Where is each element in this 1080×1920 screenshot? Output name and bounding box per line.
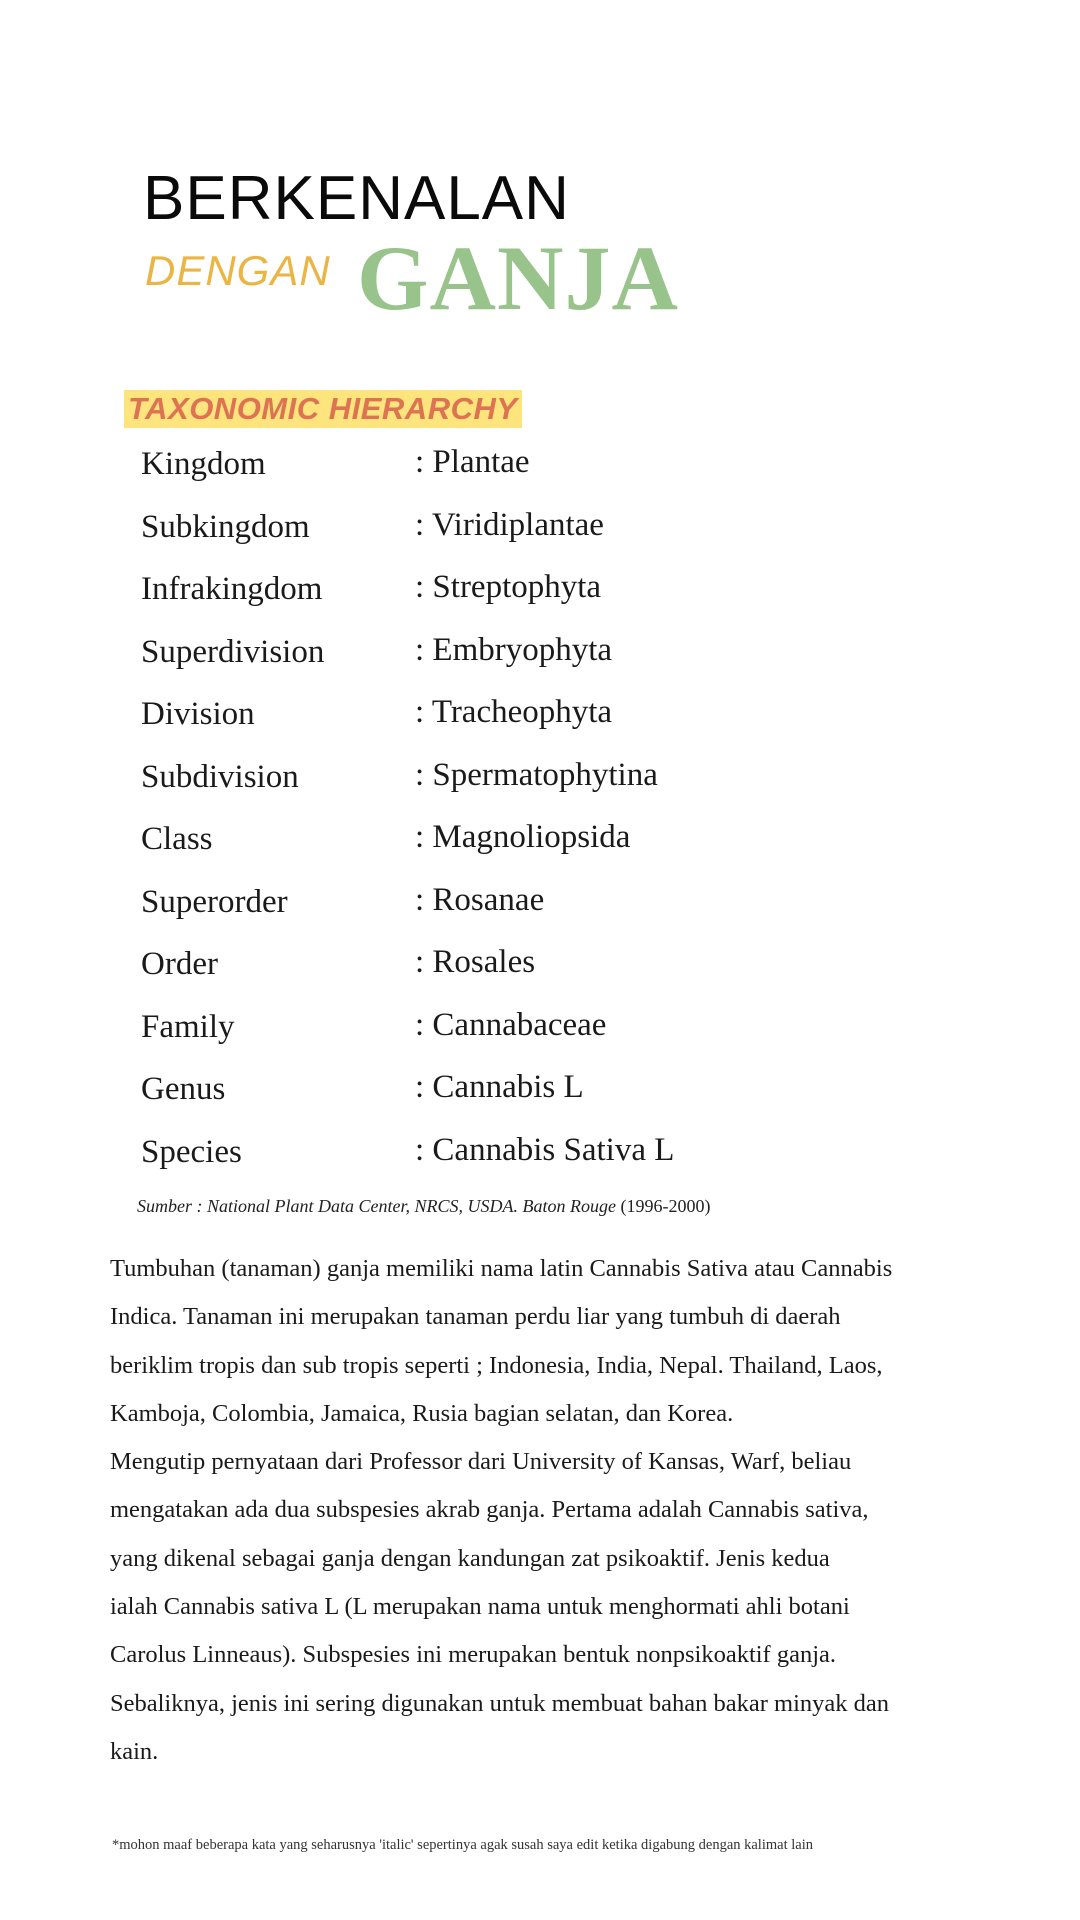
taxonomy-rank: Kingdom xyxy=(141,446,266,482)
title-ganja: GANJA xyxy=(357,227,679,329)
body-line: Kamboja, Colombia, Jamaica, Rusia bagian selatan, dan Korea. xyxy=(110,1399,734,1427)
body-line: mengatakan ada dua subspesies akrab ganja. Pertama adalah Cannabis sativa, xyxy=(110,1496,869,1524)
taxonomy-rank: Superdivision xyxy=(141,633,325,670)
taxonomy-value: : Cannabis Sativa L xyxy=(415,1131,675,1168)
taxonomy-value: : Rosanae xyxy=(415,881,545,918)
taxonomy-rank: Family xyxy=(141,1008,235,1045)
taxonomy-rank: Infrakingdom xyxy=(141,571,323,607)
taxonomy-value: : Viridiplantae xyxy=(415,506,604,543)
source-citation xyxy=(137,1196,710,1217)
taxonomy-rank: Division xyxy=(141,696,255,732)
body-line: kain. xyxy=(110,1737,159,1765)
taxonomy-value: : Spermatophytina xyxy=(415,756,658,793)
body-line: Sebaliknya, jenis ini sering digunakan untuk membuat bahan bakar minyak dan xyxy=(110,1689,890,1717)
body-line: Carolus Linneaus). Subspesies ini merupakan bentuk nonpsikoaktif ganja. xyxy=(110,1641,837,1669)
taxonomy-value: : Streptophyta xyxy=(415,569,602,605)
taxonomy-value: : Tracheophyta xyxy=(415,694,613,730)
body-line: beriklim tropis dan sub tropis seperti ; Indonesia, India, Nepal. Thailand, Laos, xyxy=(110,1351,883,1379)
taxonomy-rank: Class xyxy=(141,821,213,857)
body-line: yang dikenal sebagai ganja dengan kandungan zat psikoaktif. Jenis kedua xyxy=(110,1544,830,1572)
title-dengan: DENGAN xyxy=(145,247,331,294)
taxonomy-rank: Subkingdom xyxy=(141,508,310,545)
body-line: Tumbuhan (tanaman) ganja memiliki nama latin Cannabis Sativa atau Cannabis xyxy=(110,1255,893,1282)
source-text: Sumber : National Plant Data Center, NRCS, USDA. Baton Rouge xyxy=(137,1196,616,1216)
taxonomy-value: : Rosales xyxy=(415,944,536,980)
title-berkenalan: BERKENALAN xyxy=(143,164,570,233)
taxonomy-rank: Superorder xyxy=(141,883,288,920)
source-years: (1996-2000) xyxy=(620,1196,711,1216)
taxonomy-value: : Magnoliopsida xyxy=(415,819,631,855)
taxonomy-value: : Embryophyta xyxy=(415,631,613,668)
taxonomy-heading: TAXONOMIC HIERARCHY xyxy=(124,390,522,428)
taxonomy-rank: Genus xyxy=(141,1071,226,1107)
footnote: *mohon maaf beberapa kata yang seharusnya 'italic' sepertinya agak susah saya edit ketika digabung dengan kalimat lain xyxy=(112,1837,813,1853)
taxonomy-value: : Cannabis L xyxy=(415,1069,584,1105)
taxonomy-value: : Plantae xyxy=(415,444,530,480)
body-paragraph xyxy=(110,1245,990,1776)
taxonomy-rank: Species xyxy=(141,1133,242,1170)
taxonomy-rank: Subdivision xyxy=(141,758,299,795)
taxonomy-value: : Cannabaceae xyxy=(415,1006,607,1043)
body-line: ialah Cannabis sativa L (L merupakan nama untuk menghormati ahli botani xyxy=(110,1593,850,1621)
body-line: Mengutip pernyataan dari Professor dari University of Kansas, Warf, beliau xyxy=(110,1448,852,1476)
body-line: Indica. Tanaman ini merupakan tanaman perdu liar yang tumbuh di daerah xyxy=(110,1303,841,1331)
taxonomy-rank: Order xyxy=(141,946,218,982)
